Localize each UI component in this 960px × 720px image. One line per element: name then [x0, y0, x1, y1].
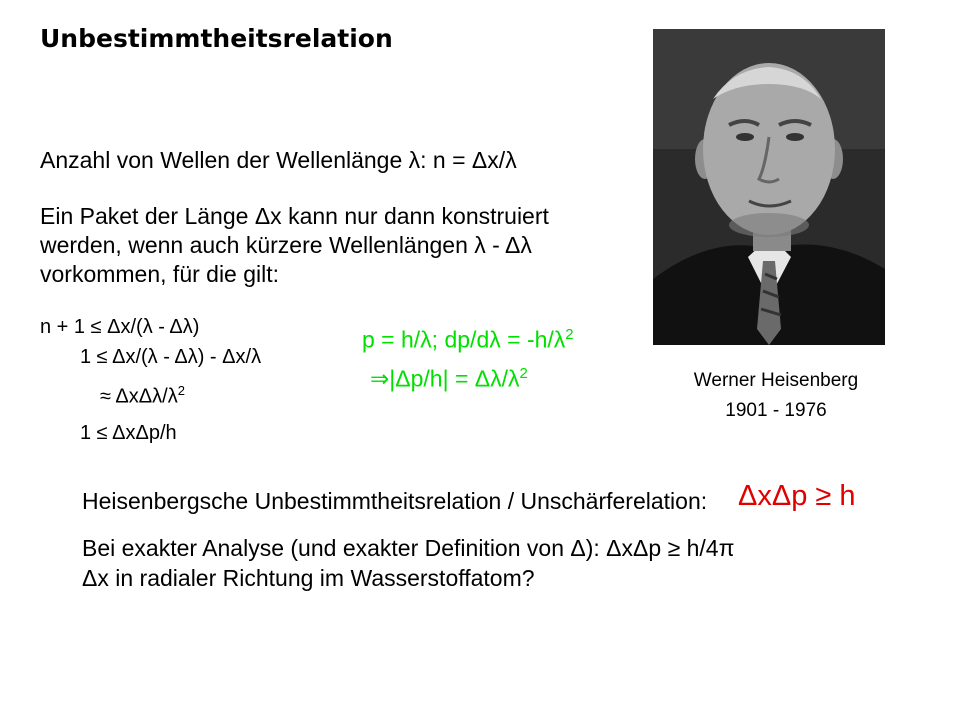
derivation-line-3-text: ≈ ΔxΔλ/λ: [100, 385, 178, 408]
wave-count-line: Anzahl von Wellen der Wellenlänge λ: n = Δx/λ: [40, 147, 517, 173]
green-formula-1-sup: 2: [565, 326, 574, 343]
packet-text-line-3: vorkommen, für die gilt:: [40, 261, 280, 287]
green-formula-2-text: ⇒|Δp/h| = Δλ/λ: [370, 365, 520, 392]
derivation-line-1: n + 1 ≤ Δx/(λ - Δλ): [40, 316, 200, 338]
uncertainty-relation-label: Heisenbergsche Unbestimmtheitsrelation / Unschärferelation:: [82, 488, 708, 514]
green-formula-1: [362, 326, 574, 354]
heisenberg-portrait: [653, 29, 885, 345]
exact-analysis-line-1: Bei exakter Analyse (und exakter Definition von Δ): ΔxΔp ≥ h/4π: [82, 535, 735, 561]
portrait-caption-years: 1901 - 1976: [725, 400, 827, 421]
portrait-caption-name: Werner Heisenberg: [693, 370, 859, 391]
exact-analysis-line-2: Δx in radialer Richtung im Wasserstoffatom?: [82, 565, 535, 591]
derivation-line-3-sup: 2: [177, 383, 185, 398]
slide-title: Unbestimmtheitsrelation: [40, 24, 393, 53]
derivation-line-4: 1 ≤ ΔxΔp/h: [80, 422, 177, 444]
uncertainty-relation-formula: ΔxΔp ≥ h: [738, 480, 856, 512]
packet-text-line-1: Ein Paket der Länge Δx kann nur dann konstruiert: [40, 203, 549, 229]
green-formula-2: [370, 365, 528, 393]
derivation-line-3: [100, 383, 185, 409]
green-formula-2-sup: 2: [519, 365, 528, 382]
derivation-line-2: 1 ≤ Δx/(λ - Δλ) - Δx/λ: [80, 346, 262, 368]
packet-text-line-2: werden, wenn auch kürzere Wellenlängen λ - Δλ: [40, 232, 532, 258]
green-formula-1-text: p = h/λ; dp/dλ = -h/λ: [362, 326, 566, 353]
portrait-illustration: [653, 29, 885, 345]
